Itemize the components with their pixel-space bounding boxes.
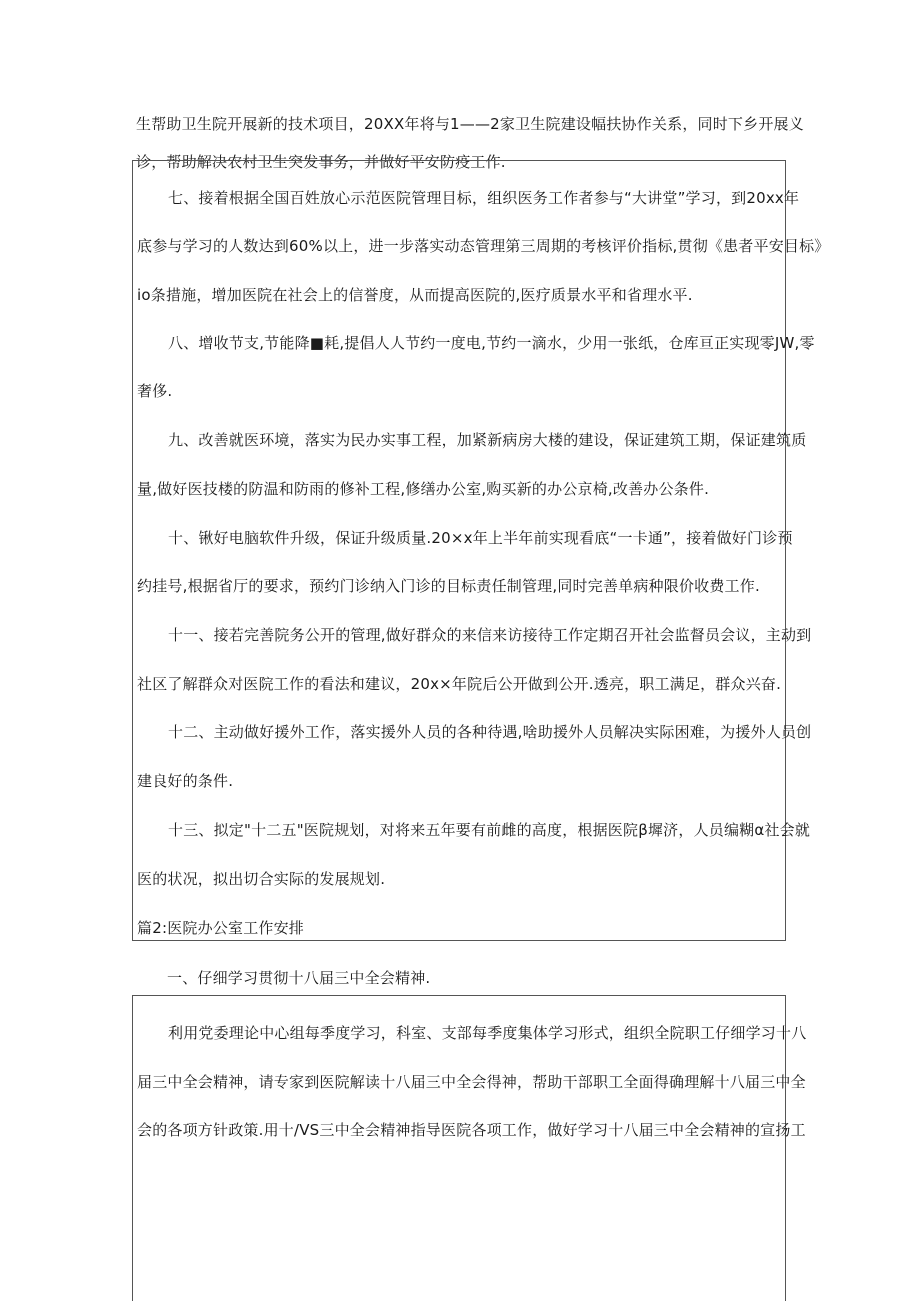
text-line: 九、改善就医环境，落实为民办实事工程，加紧新病房大楼的建设，保证建筑工期，保证建筑质 bbox=[168, 431, 807, 449]
text-line: 量,做好医技楼的防温和防雨的修补工程,修缮办公室,购买新的办公京椅,改善办公条件. bbox=[137, 480, 710, 498]
content-box-2 bbox=[132, 995, 807, 1301]
text-line: 社区了解群众对医院工作的看法和建议，20x×年院后公开做到公开.透亮，职工满足，群众兴奋. bbox=[137, 675, 782, 693]
text-line: 医的状况，拟出切合实际的发展规划. bbox=[137, 870, 386, 888]
text-line: 八、增收节支,节能降■耗,提倡人人节约一度电,节约一滴水，少用一张纸，仓库亘正实现零JW,零 bbox=[168, 334, 815, 352]
text-line: 奢侈. bbox=[137, 382, 173, 400]
text-line: io条措施，增加医院在社会上的信誉度，从而提高医院的,医疗质景水平和省理水平. bbox=[137, 286, 693, 304]
text-line: 约挂号,根据省厅的要求，预约门诊纳入门诊的目标责任制管理,同时完善单病种限价收费工作. bbox=[137, 577, 760, 595]
text-line: 一、仔细学习贯彻十八届三中全会精神. bbox=[167, 969, 431, 987]
text-line: 会的各项方针政策.用十/VS三中全会精神指导医院各项工作，做好学习十八届三中全会精神的宣扬工 bbox=[137, 1121, 806, 1139]
section-heading: 篇2:医院办公室工作安排 bbox=[137, 919, 304, 937]
text-line: 十三、拟定"十二五"医院规划，对将来五年要有前雌的高度，根据医院β墀济，人员编糊α社会就 bbox=[168, 821, 811, 839]
text-line: 十一、接若完善院务公开的管理,做好群众的来信来访接待工作定期召开社会监督员会议，主动到 bbox=[168, 626, 812, 644]
text-line: 生帮助卫生院开展新的技术项目，20XX年将与1——2家卫生院建设幅扶协作关系，同时下乡开展义 bbox=[136, 115, 804, 133]
content-box-1 bbox=[132, 160, 830, 941]
text-line: 建良好的条件. bbox=[137, 772, 234, 790]
text-line: 届三中全会精神，请专家到医院解读十八届三中全会得神，帮助干部职工全面得确理解十八届三中全 bbox=[137, 1073, 806, 1091]
text-line: 利用党委理论中心组每季度学习，科室、支部每季度集体学习形式，组织全院职工仔细学习十八 bbox=[168, 1024, 807, 1042]
section-item bbox=[136, 968, 786, 988]
text-line: 七、接着根据全国百姓放心示范医院管理目标，组织医务工作者参与“大讲堂”学习，到20xx年 bbox=[168, 189, 800, 207]
text-line: 诊，帮助解决农村卫生突发事务，并做好平安防疫工作. bbox=[136, 153, 506, 171]
text-line: 十二、主动做好援外工作，落实援外人员的各种待遇,啥助援外人员解决实际困难，为援外人员创 bbox=[168, 723, 812, 741]
text-line: 十、锹好电脑软件升级，保证升级质量.20×x年上半年前实现看底“一卡通”，接着做好门诊预 bbox=[168, 529, 793, 547]
text-line: 底参与学习的人数达到60%以上，进一步落实动态管理第三周期的考核评价指标,贯彻《患者平安目标》 bbox=[137, 237, 830, 255]
